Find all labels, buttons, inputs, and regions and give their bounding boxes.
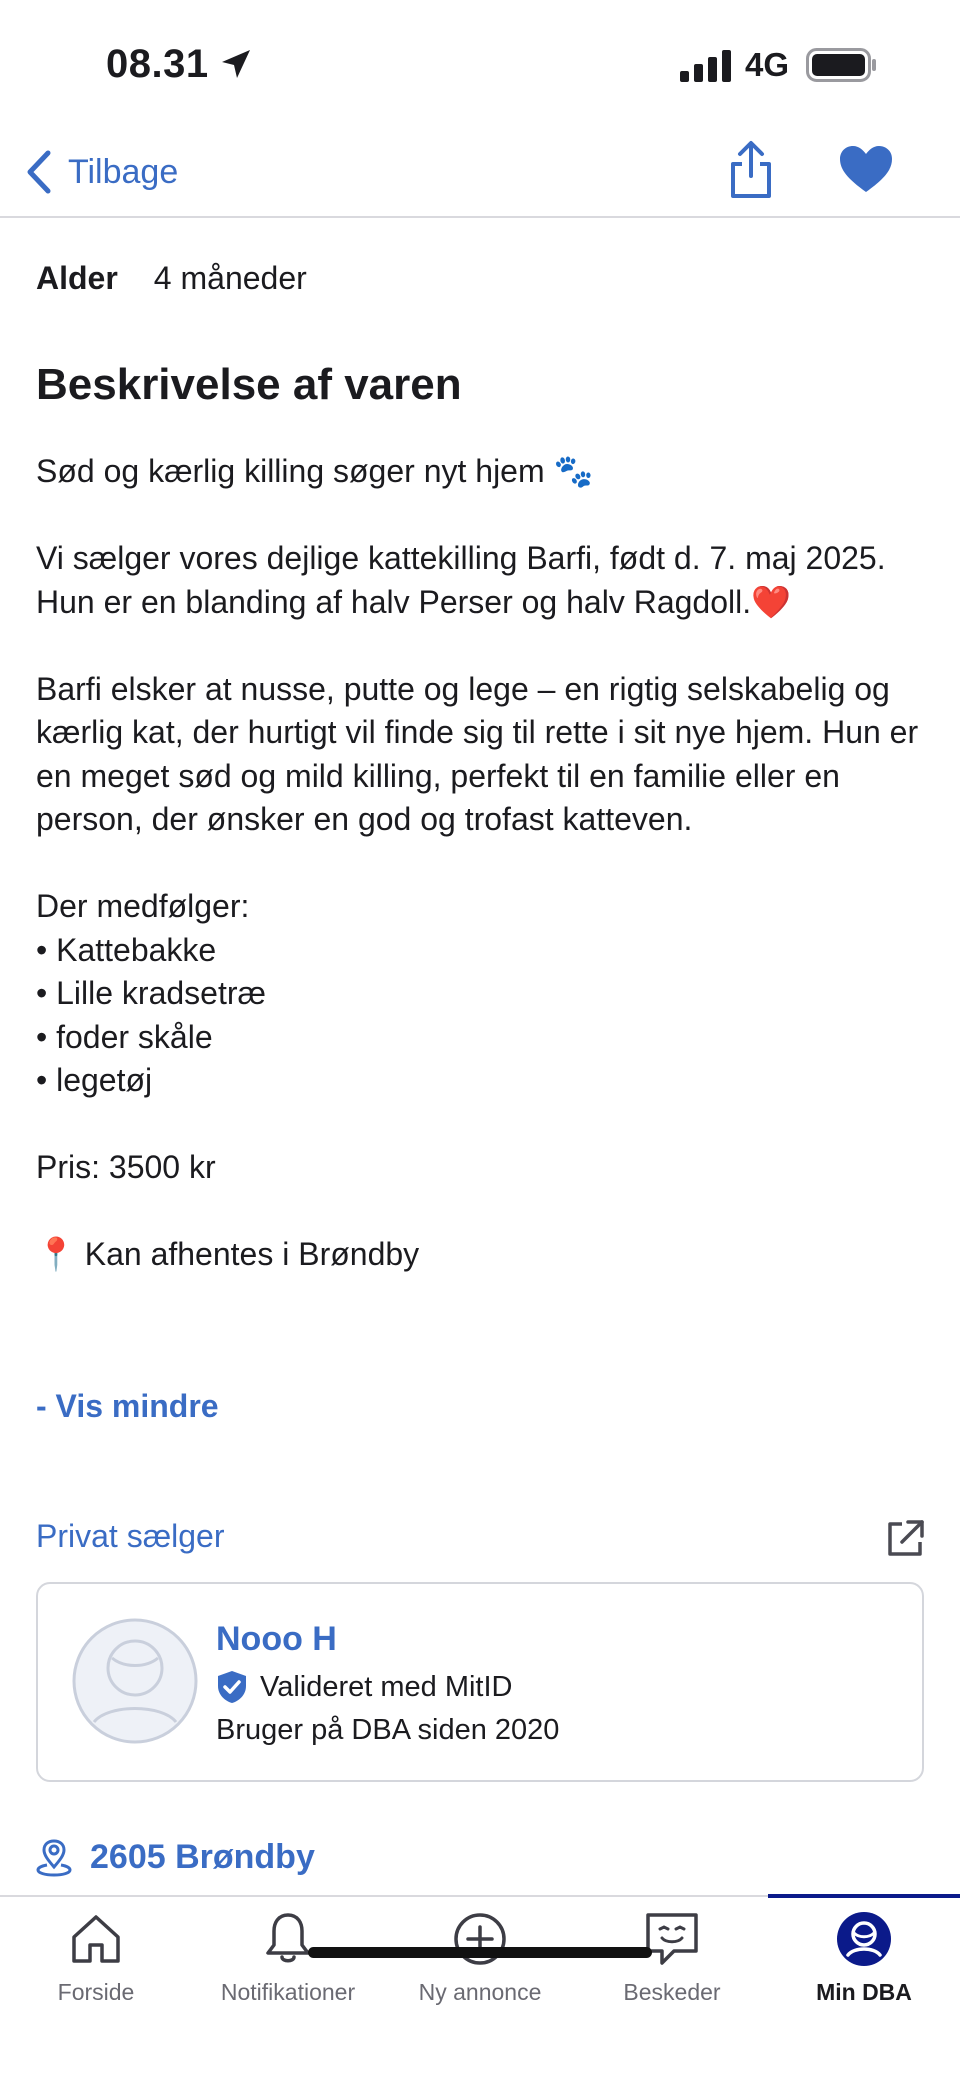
location-text: 2605 Brøndby xyxy=(90,1838,315,1876)
bottom-tab-bar xyxy=(0,1895,960,2081)
avatar xyxy=(72,1618,198,1744)
map-pin-icon xyxy=(36,1839,72,1877)
age-row xyxy=(36,260,307,297)
share-icon[interactable] xyxy=(728,140,774,200)
status-time: 08.31 xyxy=(106,42,209,86)
profile-icon xyxy=(836,1911,892,1967)
age-value: 4 måneder xyxy=(153,260,307,296)
back-label: Tilbage xyxy=(68,152,179,191)
tab-label: Min DBA xyxy=(816,1979,912,2005)
signal-icon xyxy=(680,50,732,82)
tab-label: Beskeder xyxy=(623,1979,721,2005)
tab-label: Ny annonce xyxy=(418,1979,542,2005)
tab-label: Forside xyxy=(57,1979,135,2005)
nav-bar xyxy=(0,130,960,218)
item-description: Sød og kærlig killing søger nyt hjem 🐾 Vi sælger vores dejlige kattekilling Barfi, født d. 7. maj 2025. Hun er en blanding af halv Perser og halv Ragdoll.❤️ Barfi elsker at nusse, putte og lege – en rigtig selskabelig og kærlig kat, der hurtigt vil finde sig til rette i sit nye hjem. Hun er en meget sød og mild killing, perfekt til en familie eller en person, der ønsker en god og trofast katteven. Der medfølger: • Kattebakke • Lille kradsetræ • foder skåle • legetøj Pris: 3500 kr 📍 Kan afhentes i Brøndby xyxy=(36,453,919,1272)
seller-header xyxy=(36,1518,924,1568)
back-button[interactable] xyxy=(26,144,178,200)
tab-forside[interactable] xyxy=(0,1897,192,2017)
description-title: Beskrivelse af varen xyxy=(36,360,462,409)
external-link-icon[interactable] xyxy=(884,1518,926,1560)
verified-text: Valideret med MitID xyxy=(260,1670,513,1703)
battery-icon xyxy=(806,48,878,82)
age-label: Alder xyxy=(36,260,118,296)
seller-card[interactable] xyxy=(36,1582,924,1782)
plus-circle-icon xyxy=(452,1911,508,1967)
tab-min-dba[interactable] xyxy=(768,1897,960,2017)
chevron-left-icon xyxy=(26,150,52,194)
show-less-link[interactable]: - Vis mindre xyxy=(36,1388,219,1424)
location-arrow-icon xyxy=(220,48,252,80)
favorite-heart-icon[interactable] xyxy=(838,142,894,198)
location-link[interactable] xyxy=(36,1838,315,1877)
member-since: Bruger på DBA siden 2020 xyxy=(216,1714,560,1746)
verified-shield-icon xyxy=(216,1670,248,1704)
status-bar xyxy=(0,0,960,130)
verified-row xyxy=(216,1670,513,1704)
seller-name[interactable]: Nooo H xyxy=(216,1620,337,1658)
bell-icon xyxy=(260,1911,316,1967)
tab-label: Notifikationer xyxy=(220,1979,356,2005)
network-type: 4G xyxy=(745,46,790,83)
home-icon xyxy=(68,1911,124,1967)
chat-icon xyxy=(644,1911,700,1967)
home-indicator xyxy=(308,1947,652,1958)
private-seller-link[interactable]: Privat sælger xyxy=(36,1518,225,1554)
